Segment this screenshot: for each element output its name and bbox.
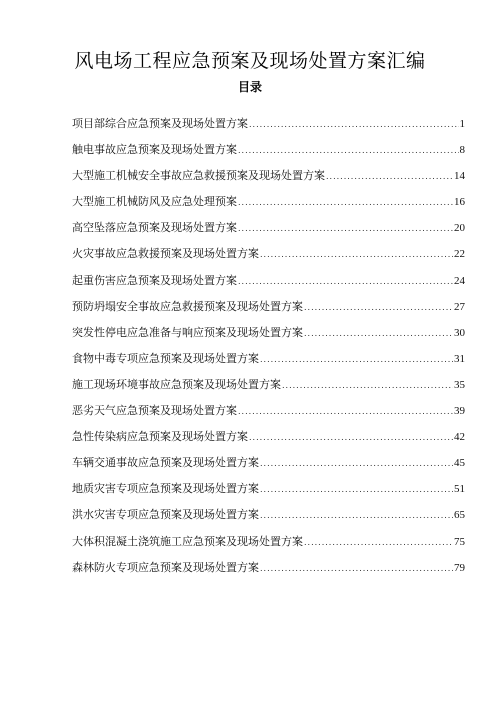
- toc-entry-page: 39: [454, 405, 465, 418]
- toc-entry-title: 车辆交通事故应急预案及现场处置方案: [72, 456, 259, 470]
- toc-entry-page: 79: [454, 561, 465, 574]
- toc-dot-leader: [260, 559, 453, 579]
- toc-entry[interactable]: [72, 375, 465, 401]
- toc-entry-page: 65: [454, 509, 465, 522]
- toc-entry-title: 洪水灾害专项应急预案及现场处置方案: [72, 508, 259, 522]
- toc-dot-leader: [304, 324, 453, 344]
- toc-entry-page: 1: [459, 118, 465, 130]
- toc-entry[interactable]: [72, 218, 465, 244]
- toc-dot-leader: [304, 298, 453, 318]
- toc-entry-title: 起重伤害应急预案及现场处置方案: [72, 273, 237, 287]
- toc-entry-page: 24: [454, 274, 465, 287]
- toc-dot-leader: [238, 141, 459, 161]
- table-of-contents: [72, 114, 465, 584]
- toc-entry-page: 27: [454, 300, 465, 313]
- toc-entry-page: 30: [454, 326, 465, 339]
- toc-entry-title: 大体积混凝土浇筑施工应急预案及现场处置方案: [72, 534, 303, 548]
- toc-entry[interactable]: [72, 401, 465, 427]
- toc-dot-leader: [238, 402, 453, 422]
- toc-entry-page: 35: [454, 378, 465, 391]
- toc-dot-leader: [238, 193, 453, 213]
- toc-dot-leader: [260, 454, 453, 474]
- toc-entry-page: 51: [454, 483, 465, 496]
- toc-entry[interactable]: [72, 479, 465, 505]
- toc-dot-leader: [249, 428, 453, 448]
- toc-entry[interactable]: [72, 271, 465, 297]
- toc-entry[interactable]: [72, 427, 465, 453]
- toc-dot-leader: [260, 506, 453, 526]
- toc-entry[interactable]: [72, 453, 465, 479]
- toc-entry-title: 项目部综合应急预案及现场处置方案: [72, 117, 248, 130]
- toc-dot-leader: [304, 533, 453, 553]
- toc-dot-leader: [326, 167, 453, 187]
- toc-entry-page: 22: [454, 248, 465, 261]
- toc-entry-page: 8: [459, 144, 465, 157]
- toc-entry-title: 急性传染病应急预案及现场处置方案: [72, 430, 248, 444]
- toc-entry-title: 大型施工机械防风及应急处理预案: [72, 195, 237, 209]
- toc-entry-page: 14: [454, 170, 465, 183]
- toc-entry-title: 地质灾害专项应急预案及现场处置方案: [72, 482, 259, 496]
- toc-entry[interactable]: [72, 532, 465, 558]
- toc-heading: 目录: [237, 80, 262, 94]
- toc-entry[interactable]: [72, 140, 465, 166]
- toc-entry[interactable]: [72, 349, 465, 375]
- toc-entry-title: 食物中毒专项应急预案及现场处置方案: [72, 351, 259, 365]
- toc-dot-leader: [260, 245, 453, 265]
- toc-dot-leader: [282, 376, 453, 396]
- toc-entry-title: 施工现场环境事故应急预案及现场处置方案: [72, 377, 281, 391]
- toc-entry-page: 42: [454, 431, 465, 444]
- toc-entry[interactable]: [72, 114, 465, 140]
- toc-entry-page: 16: [454, 196, 465, 209]
- toc-entry[interactable]: [72, 323, 465, 349]
- toc-dot-leader: [260, 480, 453, 500]
- toc-entry-page: 75: [454, 535, 465, 548]
- toc-entry-title: 触电事故应急预案及现场处置方案: [72, 143, 237, 157]
- toc-entry-title: 森林防火专项应急预案及现场处置方案: [72, 560, 259, 574]
- toc-entry-page: 45: [454, 457, 465, 470]
- toc-entry-page: 31: [454, 352, 465, 365]
- toc-entry[interactable]: [72, 166, 465, 192]
- toc-entry[interactable]: [72, 505, 465, 531]
- toc-entry-title: 高空坠落应急预案及现场处置方案: [72, 221, 237, 235]
- toc-entry-page: 20: [454, 222, 465, 235]
- toc-entry[interactable]: [72, 192, 465, 218]
- toc-dot-leader: [238, 272, 453, 292]
- document-title: 风电场工程应急预案及现场处置方案汇编: [74, 50, 426, 72]
- toc-entry-title: 恶劣天气应急预案及现场处置方案: [72, 404, 237, 418]
- toc-entry-title: 火灾事故应急救援预案及现场处置方案: [72, 247, 259, 261]
- toc-entry-title: 大型施工机械安全事故应急救援预案及现场处置方案: [72, 169, 325, 183]
- toc-dot-leader: [260, 350, 453, 370]
- toc-entry-title: 预防坍塌安全事故应急救援预案及现场处置方案: [72, 299, 303, 313]
- toc-entry-title: 突发性停电应急准备与响应预案及现场处置方案: [72, 325, 303, 339]
- toc-dot-leader: [238, 219, 453, 239]
- toc-dot-leader: [249, 115, 459, 135]
- toc-entry[interactable]: [72, 558, 465, 584]
- toc-entry[interactable]: [72, 244, 465, 270]
- toc-entry[interactable]: [72, 297, 465, 323]
